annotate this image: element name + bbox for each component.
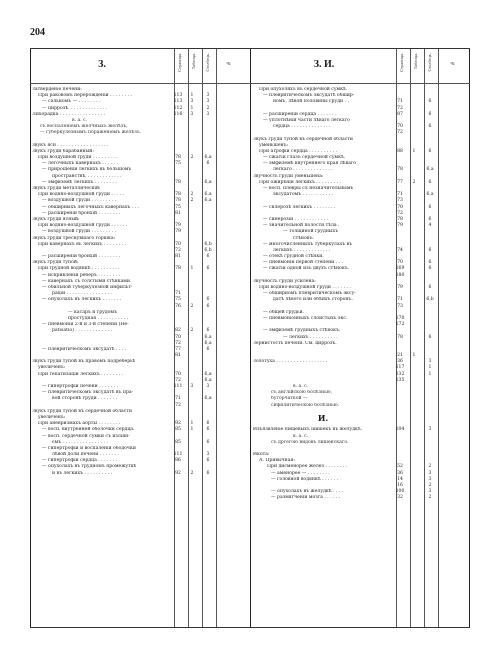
entry-page: 71	[397, 297, 403, 303]
entry-column: 6,b	[204, 247, 212, 253]
entry-text: Затверденіе печени:	[32, 87, 82, 92]
entry-page: 172	[395, 322, 405, 328]
entry-page: 81	[175, 210, 181, 216]
entry-text: И.	[317, 414, 329, 422]
entry-page: 70	[175, 371, 181, 377]
entry-text: Звукъ груди металлическій:	[32, 186, 101, 191]
entry-page: 77	[175, 346, 181, 352]
left-col-label-table: Таблица.	[191, 53, 196, 70]
entry-column: 3	[206, 452, 210, 458]
entry-column: 6	[428, 247, 432, 253]
entry-text: При дисменорее желез . . . . . . . .	[267, 464, 348, 470]
entry-page: 75	[175, 297, 181, 303]
entry-table: 1	[190, 105, 194, 111]
entry-text: При водяно-воздушной груди . . . . . .	[38, 223, 128, 229]
entry-text: Звукъ груди тупой въ сердечной области	[32, 408, 132, 414]
entry-page: 70	[175, 334, 181, 340]
entry-column: 2	[428, 464, 432, 470]
entry-page: 113	[173, 99, 183, 105]
entry-column: 3	[428, 359, 432, 365]
entry-page: 81	[175, 353, 181, 359]
entry-text: — склерозѣ легкихъ . . . . . . . .	[263, 204, 336, 210]
entry-table: 2	[190, 470, 194, 476]
left-col-label-number: №	[226, 61, 231, 66]
entry-text: — уплотнѣніи части лѣваго легкаго	[263, 117, 350, 123]
entry-text: — опухолахъ въ легкихъ . . . . . . .	[42, 297, 122, 303]
entry-text: раціи . . . . . . . . . . . . . . . .	[52, 291, 112, 297]
index-entry	[32, 471, 246, 477]
entry-page: 112	[173, 105, 183, 111]
left-entries	[32, 87, 246, 477]
right-col-label-table: Таблица.	[413, 53, 418, 70]
entry-page: 78	[397, 216, 403, 222]
entry-text: При кавернахъ въ легкихъ . . . . . . . .	[38, 241, 126, 247]
entry-text: — опухолахъ въ желудкѣ . . . .	[271, 489, 344, 495]
entry-page: 135	[395, 377, 405, 383]
entry-text: — пневмоніи первой степени . . .	[263, 260, 343, 266]
entry-text: — катаръ и грудомъ	[68, 309, 117, 315]
entry-text: При опухоляхъ въ сердечной сумкѣ.	[259, 87, 348, 92]
entry-text: Лихорадка . . . . . . . . . . . . . . . .	[32, 111, 106, 117]
entry-text: Звучность груди уменьшена:	[253, 173, 324, 179]
entry-page: 21	[397, 353, 403, 359]
entry-column: 6,a	[204, 198, 212, 204]
entry-page: 72	[175, 340, 181, 346]
entry-text: лѣвой доли печени . . . . . . .	[52, 452, 119, 458]
entry-page: 87	[397, 111, 403, 117]
entry-column: 1	[428, 371, 432, 377]
entry-text: — сальномъ — . . . . . . . .	[42, 99, 101, 105]
entry-page: 79	[175, 223, 181, 229]
entry-text: Звучность груди усилена:	[253, 278, 316, 284]
entry-page: 111	[173, 452, 183, 458]
entry-page: 79	[175, 229, 181, 235]
entry-page: 78	[175, 192, 181, 198]
page-number: 204	[30, 27, 45, 38]
entry-text: — значительной полости тѣла .	[263, 223, 340, 229]
entry-page: 71	[175, 396, 181, 402]
entry-column: 6	[206, 470, 210, 476]
entry-column: 2	[428, 495, 432, 501]
entry-page: 78	[175, 266, 181, 272]
entry-column: 6	[206, 254, 210, 260]
entry-table: 1	[190, 427, 194, 433]
left-column-heading: З.	[98, 59, 106, 70]
entry-column: 4	[428, 223, 432, 229]
right-col-label-column: Столбецъ.	[427, 53, 432, 72]
entry-column: 6	[428, 216, 432, 222]
entry-column: 6	[206, 328, 210, 334]
entry-text: — обильной туберкулезной инфильт-	[42, 285, 133, 290]
entry-text: простудная . . . . . . . . . . .	[68, 315, 129, 321]
entry-page: 92	[175, 421, 181, 427]
entry-table: 3	[190, 384, 194, 389]
entry-text: — пневмоніи 2-й и 3-й степени (He-	[42, 322, 129, 328]
entry-table: 2	[190, 192, 194, 198]
entry-text: — сжатіи одной изъ двухъ стѣнокъ.	[263, 266, 350, 272]
entry-column: 6	[206, 161, 210, 167]
entry-column: 6	[206, 266, 210, 272]
left-col-label-column: Столбецъ.	[205, 53, 210, 72]
entry-text: эксудатомъ . . . . . . . . . . .	[273, 192, 334, 198]
entry-page: 79	[397, 285, 403, 290]
entry-page: 117	[395, 365, 405, 371]
entry-page: 85	[175, 439, 181, 445]
entry-text: уменьшенъ:	[259, 142, 289, 148]
entry-page: 82	[175, 328, 181, 334]
entry-column: 6	[428, 124, 432, 130]
entry-page: 169	[395, 266, 405, 272]
entry-table: 2	[190, 328, 194, 334]
entry-text: увеличенъ:	[38, 414, 66, 420]
entry-text: — воздушной груди . . . . . . . . .	[42, 198, 117, 204]
entry-page: 72	[397, 105, 403, 111]
entry-column: 1	[428, 365, 432, 371]
entry-page: 16	[397, 483, 403, 488]
entry-column: 2	[428, 483, 432, 488]
index-table	[30, 48, 470, 628]
entry-page: 78	[397, 334, 403, 340]
entry-column: 6,a	[204, 396, 212, 402]
entry-page: 71	[397, 192, 403, 198]
entry-text: — размягченіи мозга . . . . . .	[271, 495, 341, 501]
entry-table: 2	[190, 198, 194, 204]
entry-table: 3	[190, 111, 194, 117]
entry-column: 6,a	[204, 179, 212, 185]
entry-text: — эмфиземѣ грудныхъ стѣнокъ.	[263, 328, 341, 334]
entry-text: — восп. плевры съ незначительнымъ	[263, 186, 354, 191]
entry-table: 2	[412, 179, 416, 185]
entry-text: — эмфиземѣ легкихъ . . . . . . . .	[42, 179, 117, 185]
entry-column: 6	[428, 148, 432, 154]
entry-text: При ожирѣніи легкихъ . . . . . . . . .	[259, 179, 342, 185]
entry-text: сердца . . . . . . . . . . . . . .	[273, 124, 331, 130]
entry-page: 52	[397, 464, 403, 470]
entry-text: При гепатизаціи легкихъ . . . . . . . .	[38, 371, 124, 377]
entry-page: 116	[173, 111, 183, 117]
entry-text: съ воспаленіемъ желчныхъ желѣзъ,	[40, 124, 128, 130]
entry-column: 6	[428, 285, 432, 290]
entry-column: 6,a	[204, 192, 212, 198]
entry-page: 100	[395, 489, 405, 495]
entry-column: 6	[428, 260, 432, 266]
entry-column: 3	[428, 427, 432, 433]
entry-text: — циррозѣ. . . . . . . . . . . . . .	[42, 105, 108, 111]
entry-text: датѣ лѣвого или обѣихъ сторонъ.	[273, 297, 353, 303]
entry-page: 72	[175, 402, 181, 408]
entry-column: 6,a	[204, 340, 212, 346]
entry-page: 32	[397, 495, 403, 501]
entry-text: — головной водянкѣ . . . . . .	[271, 476, 339, 482]
entry-page: 78	[175, 155, 181, 161]
entry-text: — аменорее — . . . . . . . .	[271, 470, 330, 476]
left-col-label-page: Страница.	[177, 53, 182, 72]
entry-column: 6	[206, 303, 210, 309]
entry-text: — плевритическомъ эксудатѣ . . . .	[42, 346, 127, 352]
entry-text: съ дргегою видовъ лишенскаго.	[271, 439, 349, 445]
entry-page: 75	[175, 204, 181, 210]
entry-text: в. а. с.	[293, 433, 309, 439]
entry-text: — обширномъ плевритическомъ эксу-	[263, 291, 356, 297]
entry-column: 6,b	[204, 241, 212, 247]
entry-table: 1	[190, 421, 194, 427]
entry-text: сифилитическою болѣзнью.	[271, 402, 340, 408]
right-column-heading: З. И.	[313, 59, 335, 70]
entry-column: 6,a	[204, 334, 212, 340]
entry-page: 72	[397, 130, 403, 136]
entry-text: При атрофіи сердца . . . . . . . . . .	[259, 148, 337, 154]
entry-text: в. а. с.	[293, 384, 309, 389]
index-entry	[253, 495, 467, 501]
entry-page: 72	[397, 210, 403, 216]
entry-text: — расширеніи бронхій . . . . . . . .	[42, 254, 121, 260]
entry-text: При грудной водянкѣ . . . . . . . . . .	[38, 266, 120, 272]
entry-page: 14	[397, 476, 403, 482]
entry-table: 1	[190, 266, 194, 272]
entry-table: 3	[190, 99, 194, 105]
entry-text: — обширныхъ легочныхъ кавернахъ . . .	[42, 204, 140, 210]
entry-page: 88	[397, 148, 403, 154]
entry-column: 6	[206, 297, 210, 303]
entry-column: 6,a	[426, 192, 434, 198]
entry-text: Звукъ груди ясный:	[32, 216, 80, 222]
right-col-label-number: №	[450, 61, 455, 66]
entry-column: 6	[206, 439, 210, 445]
entry-page: 76	[175, 303, 181, 309]
entry-column: 3	[206, 384, 210, 389]
entry-text: — сжатіи глазъ сердечной сумкѣ.	[263, 155, 346, 161]
entry-text: Звукъ груди барабанный:	[32, 148, 94, 154]
entry-column: 6,a	[204, 371, 212, 377]
entry-text: Изъязвленіе пищевыхъ шишекъ въ желудкѣ.	[253, 427, 363, 433]
entry-text: бугорчаткой —	[271, 396, 308, 402]
right-entries	[253, 87, 467, 502]
entry-text: — плевритическомъ эксудатѣ въ пра-	[42, 390, 134, 396]
entry-text: — синерозіи . . . . . . . . . . . .	[263, 216, 329, 222]
entry-column: 6,a	[426, 167, 434, 173]
entry-text: Звукъ груди тупой въ правомъ подреберьѣ	[32, 359, 136, 365]
entry-text: — воздушной груди . . . . . . . . .	[42, 229, 117, 235]
entry-column: 6	[428, 266, 432, 272]
entry-text: — эмфиземѣ внутреннего края лѣваго	[263, 161, 357, 167]
entry-text: Звукъ груди тупой въ сердечной области	[253, 136, 353, 142]
entry-text: — губеркулезнымъ пораженіемъ желѣзъ.	[40, 130, 142, 136]
entry-text: увеличенъ:	[38, 365, 66, 371]
entry-text: — расширеніи бронхій . . . . . . . .	[42, 210, 121, 216]
entry-text: — плевритическомъ эксудатѣ обшир-	[263, 93, 355, 99]
entry-page: 72	[175, 377, 181, 383]
entry-page: 77	[397, 179, 403, 185]
entry-page: 85	[175, 427, 181, 433]
entry-column: 6	[206, 427, 210, 433]
entry-text: — легочныхъ кавернахъ . . . . . .	[42, 161, 119, 167]
entry-text: — прирощеніи легкихъ въ большомъ	[42, 167, 132, 173]
entry-page: 75	[175, 161, 181, 167]
entry-text: Звукъ ясн . . . . . . . . . . . . . . . . . .	[32, 142, 109, 148]
right-col-label-page: Страница.	[399, 53, 404, 72]
entry-page: 92	[175, 470, 181, 476]
entry-page: 70	[397, 204, 403, 210]
entry-text: — гипертрофіи и воспаленіи ободочки	[42, 445, 136, 451]
entry-column: 6	[428, 111, 432, 117]
entry-page: 79	[397, 223, 403, 229]
entry-text: — отекѣ грудной стѣнки.	[263, 254, 324, 260]
entry-text: Звукъ груди тупой:	[32, 260, 79, 266]
entry-table: 1	[412, 353, 416, 359]
entry-text: Икота:	[253, 452, 270, 458]
entry-page: 78	[175, 179, 181, 185]
entry-table: 1	[190, 93, 194, 99]
entry-text: — легкихъ . . . . . . . . . .	[283, 334, 338, 340]
entry-column: 6,b	[426, 297, 434, 303]
entry-column: 3	[206, 99, 210, 105]
entry-page: 132	[395, 371, 405, 377]
entry-column: 6	[428, 334, 432, 340]
entry-text: — пневмоніонныхъ слоистыхъ экс.	[263, 315, 348, 321]
entry-text: — гипертрофіи печени . . . . . . .	[42, 384, 119, 389]
entry-page: 113	[173, 93, 183, 99]
entry-text: стѣнокъ.	[293, 235, 314, 241]
entry-column: 3	[428, 476, 432, 482]
entry-text: ємъ . . . . . . . . . . . . . . . .	[52, 439, 108, 445]
entry-text: легкихъ . . . . . . . . . . . . .	[273, 247, 331, 253]
entry-text: Звукъ груди треснувшаго горшка:	[32, 235, 116, 241]
entry-text: — восп. сердечной сумки съ излiян-	[42, 433, 130, 439]
entry-text: — многочисленныхъ туберкулахъ въ	[263, 241, 353, 247]
entry-text: в. а. с.	[72, 117, 88, 123]
entry-page: 36	[397, 359, 403, 365]
entry-column: 3	[428, 470, 432, 476]
entry-page: 111	[173, 384, 183, 389]
entry-text: пространствѣ. . . . . . . . . . . . .	[52, 173, 122, 179]
entry-page: 81	[175, 254, 181, 260]
entry-column: 6	[428, 204, 432, 210]
entry-text: — опухолахъ въ грудномъ промежуткѣ	[42, 464, 137, 470]
entry-text: номъ, лѣвой половины груди . .	[273, 99, 349, 105]
entry-text: При раковомъ перерожденіи . . . . . . . .	[38, 93, 132, 99]
entry-table: 2	[190, 303, 194, 309]
entry-text: — кавернахъ съ толстыми стѣнками.	[42, 278, 132, 284]
entry-text: вой сторонѣ груди . . . . . . .	[52, 396, 118, 402]
entry-page: 78	[175, 198, 181, 204]
entry-page: 86	[175, 458, 181, 464]
entry-page: 71	[397, 99, 403, 105]
entry-text: легкаго . . . . . . . . . . . . . .	[273, 167, 333, 173]
entry-text: и въ легкихъ . . . . . . . . . .	[52, 470, 113, 476]
entry-text: — расширеніи сердца . . . . . . .	[263, 111, 337, 117]
entry-text: съ англійскою болѣзнью,	[271, 390, 333, 396]
entry-column: 6,a	[204, 377, 212, 383]
entry-text: А. Привычная:	[259, 458, 295, 464]
entry-text: Зернистость печени. См. циррозъ.	[253, 340, 337, 346]
entry-text: При аневризмахъ аорты . . . . . . . .	[38, 421, 121, 427]
entry-page: 71	[175, 291, 181, 297]
entry-table: 2	[190, 155, 194, 161]
entry-page: 73	[397, 303, 403, 309]
entry-column: 6,a	[204, 155, 212, 161]
entry-page: 170	[395, 315, 405, 321]
entry-table: 1	[412, 148, 416, 154]
entry-page: 70	[397, 260, 403, 266]
entry-page: 74	[397, 247, 403, 253]
entry-page: 70	[397, 124, 403, 130]
entry-column: 2	[206, 105, 210, 111]
entry-page: 70	[175, 241, 181, 247]
entry-text: — искривленіи реберъ . . . . . . . .	[42, 272, 121, 278]
entry-text: — общей грудьи.	[263, 309, 304, 315]
entry-page: 72	[175, 247, 181, 253]
entry-page: 73	[397, 198, 403, 204]
entry-text: patisatio) . . . . . . . . . . . . .	[52, 328, 112, 334]
entry-column: 6	[428, 99, 432, 105]
entry-text: При водяно-воздушной груди . . . . .	[38, 192, 125, 198]
entry-text: При воздушной груди . . . . . . . . .	[38, 155, 118, 161]
entry-column: 6	[206, 421, 210, 427]
entry-column: 3	[206, 111, 210, 117]
entry-column: 6	[206, 458, 210, 464]
entry-text: — гипертрофіи сердца . . . . . . .	[42, 458, 118, 464]
entry-column: 6	[206, 346, 210, 352]
entry-page: 36	[397, 470, 403, 476]
entry-page: 180	[395, 272, 405, 278]
entry-column: 6	[428, 179, 432, 185]
entry-page: 104	[395, 427, 405, 433]
entry-text: При водяно-воздушной груди . . . . . . .	[259, 285, 352, 290]
entry-page: 78	[397, 167, 403, 173]
entry-text: — восп. внутренней оболочки сердца.	[42, 427, 135, 433]
entry-column: 3	[428, 489, 432, 495]
entry-text: Золотуха . . . . . . . . . . . . . . . . . .	[253, 359, 328, 365]
entry-column: 3	[206, 93, 210, 99]
entry-text: — толщиной грудныхъ	[283, 229, 339, 235]
